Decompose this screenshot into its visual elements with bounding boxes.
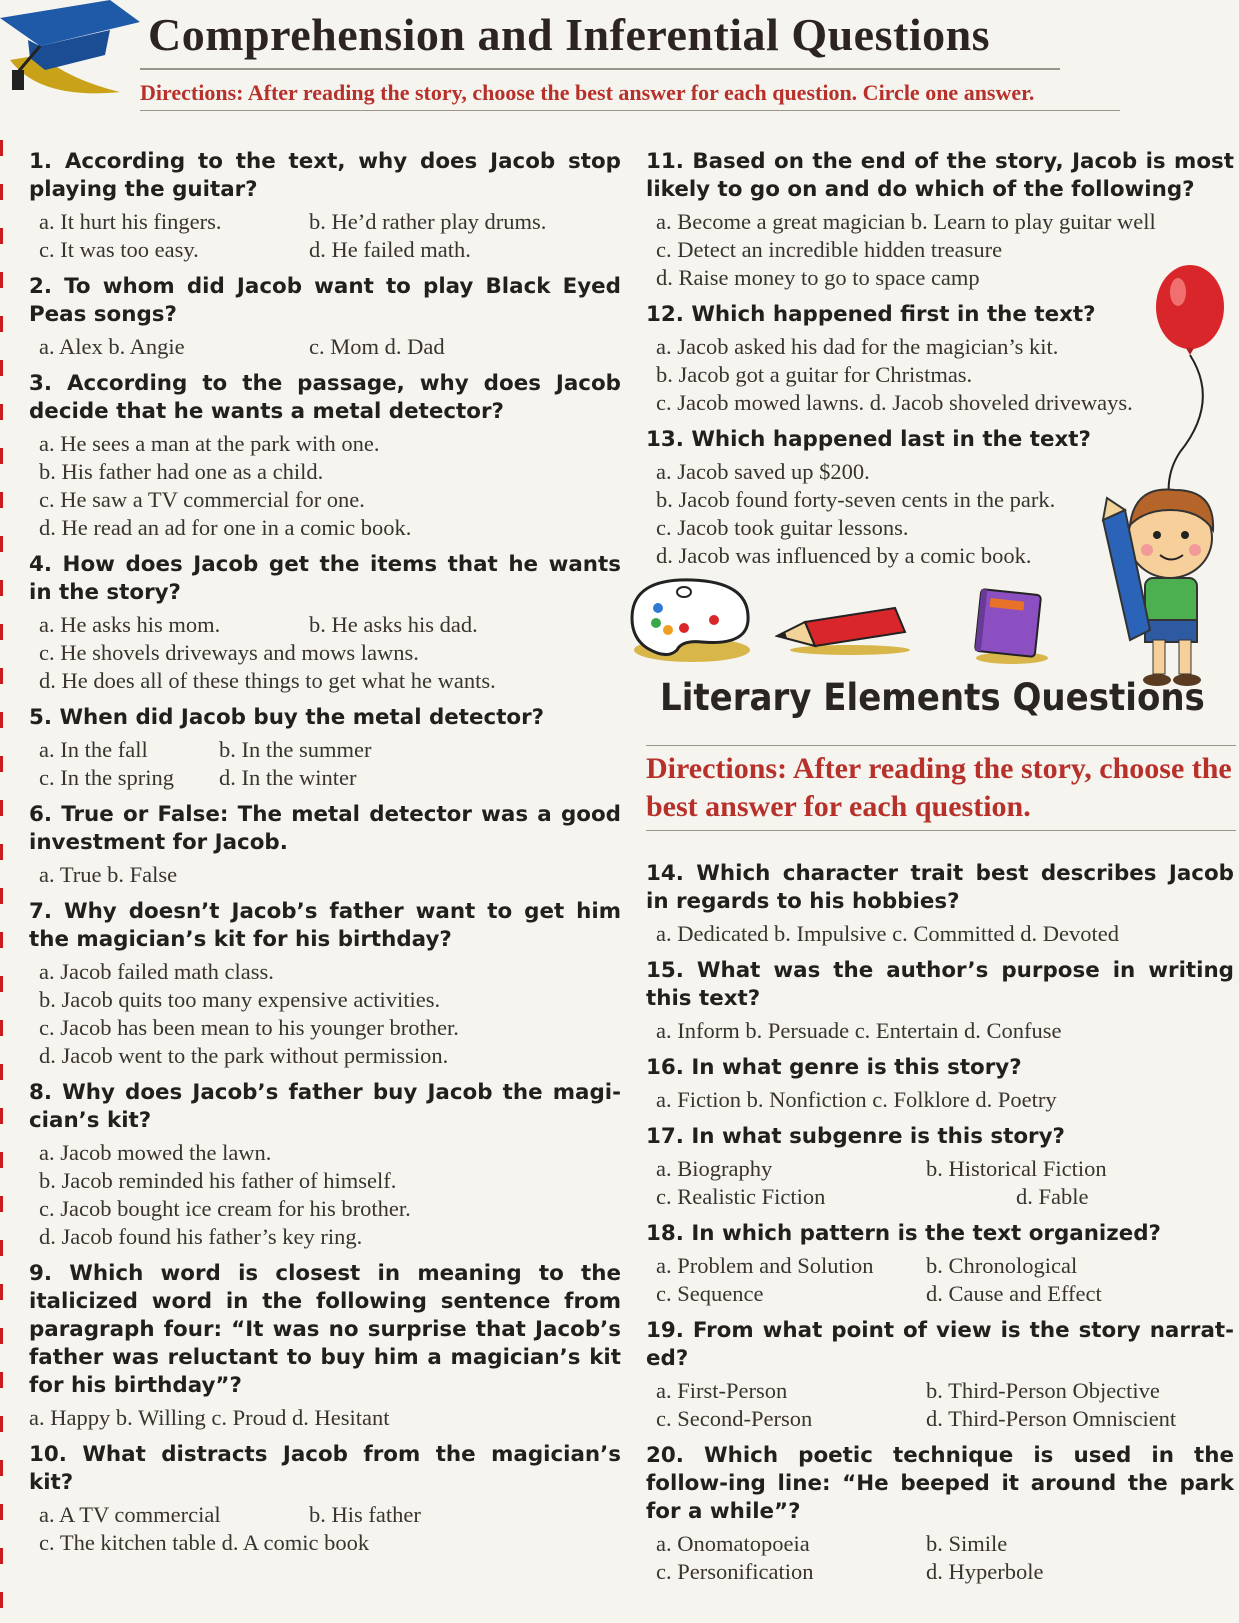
question-19: 19. From what point of view is the story narrat-ed? (646, 1318, 1234, 1371)
right-column-bottom (646, 860, 1234, 1586)
option[interactable]: d. Cause and Effect (926, 1281, 1102, 1306)
question-14-options (646, 920, 1234, 948)
option[interactable]: c. Jacob took guitar lessons. (656, 515, 909, 540)
question-7: 7. Why doesn’t Jacob’s father want to get him the magician’s kit for his birthday? (29, 899, 621, 952)
question-20-options (646, 1530, 1234, 1586)
option[interactable]: c. It was too easy. (39, 237, 199, 262)
option[interactable]: a. Alex b. Angie (39, 334, 185, 359)
option[interactable]: a. Become a great magician b. Learn to play guitar well (656, 209, 1156, 234)
option[interactable]: a. He asks his mom. (39, 612, 221, 637)
question-17: 17. In what subgenre is this story? (646, 1124, 1065, 1149)
question-11: 11. Based on the end of the story, Jacob is most likely to go on and do which of the following? (646, 149, 1234, 202)
option[interactable]: b. Chronological (926, 1253, 1078, 1278)
question-9-options (29, 1404, 621, 1432)
question-2: 2. To whom did Jacob want to play Black Eyed Peas songs? (29, 274, 621, 327)
question-10-options (29, 1501, 621, 1557)
question-16: 16. In what genre is this story? (646, 1055, 1022, 1080)
directions-divider (140, 110, 1120, 111)
option[interactable]: b. His father had one as a child. (39, 459, 324, 484)
option[interactable]: a. Biography (656, 1156, 773, 1181)
option[interactable]: d. Fable (1016, 1184, 1089, 1209)
option[interactable]: b. He’d rather play drums. (309, 209, 547, 234)
question-7-options (29, 958, 621, 1070)
option[interactable]: b. Jacob quits too many expensive activities. (39, 987, 441, 1012)
literary-directions: Directions: After reading the story, choose the best answer for each question. (646, 752, 1232, 823)
option[interactable]: c. In the spring (39, 765, 174, 790)
question-4-options (29, 611, 621, 695)
option[interactable]: d. Third-Person Omniscient (926, 1406, 1177, 1431)
option[interactable]: a. Jacob asked his dad for the magician’s kit. (656, 334, 1059, 359)
question-3-options (29, 430, 621, 542)
option[interactable]: c. Detect an incredible hidden treasure (656, 237, 1003, 262)
option[interactable]: c. Personification (656, 1559, 814, 1584)
option[interactable]: d. Hyperbole (926, 1559, 1044, 1584)
option[interactable]: a. Onomatopoeia (656, 1531, 810, 1556)
option[interactable]: b. In the summer (219, 737, 372, 762)
question-5: 5. When did Jacob buy the metal detector? (29, 705, 545, 730)
literary-divider-bottom (646, 830, 1236, 831)
option[interactable]: b. He asks his dad. (309, 612, 478, 637)
option[interactable]: d. He does all of these things to get what he wants. (39, 668, 496, 693)
option[interactable]: d. Jacob went to the park without permission. (39, 1043, 449, 1068)
question-13: 13. Which happened last in the text? (646, 427, 1091, 452)
option[interactable]: d. Jacob was influenced by a comic book. (656, 543, 1032, 568)
question-4: 4. How does Jacob get the items that he wants in the story? (29, 552, 621, 605)
option[interactable]: a. Happy b. Willing c. Proud d. Hesitant (29, 1405, 390, 1430)
question-18-options (646, 1252, 1234, 1308)
option[interactable]: a. Jacob failed math class. (39, 959, 274, 984)
left-column (29, 148, 621, 1557)
question-16-options (646, 1086, 1234, 1114)
question-8-options (29, 1139, 621, 1251)
option[interactable]: d. In the winter (219, 765, 357, 790)
question-1-options (29, 208, 621, 264)
question-12: 12. Which happened first in the text? (646, 302, 1096, 327)
option[interactable]: b. His father (309, 1502, 421, 1527)
option[interactable]: c. Sequence (656, 1281, 764, 1306)
question-3: 3. According to the passage, why does Jacob decide that he wants a metal detector? (29, 371, 621, 424)
option[interactable]: c. Mom d. Dad (309, 334, 445, 359)
question-6: 6. True or False: The metal detector was a good investment for Jacob. (29, 802, 621, 855)
option[interactable]: b. Jacob found forty-seven cents in the park. (656, 487, 1056, 512)
question-15-options (646, 1017, 1234, 1045)
question-10: 10. What distracts Jacob from the magician’s kit? (29, 1442, 621, 1495)
option[interactable]: a. Jacob mowed the lawn. (39, 1140, 272, 1165)
page-title: Comprehension and Inferential Questions (148, 9, 991, 60)
margin-decoration (0, 140, 3, 1620)
option[interactable]: a. First-Person (656, 1378, 788, 1403)
question-6-options (29, 861, 621, 889)
option[interactable]: d. Jacob found his father’s key ring. (39, 1224, 363, 1249)
option[interactable]: d. Raise money to go to space camp (656, 265, 980, 290)
literary-elements-heading: Literary Elements Questions (660, 676, 1205, 719)
option[interactable]: a. It hurt his fingers. (39, 209, 222, 234)
question-20: 20. Which poetic technique is used in the follow-ing line: “He beeped it around the park for a while”? (646, 1443, 1234, 1524)
question-18: 18. In which pattern is the text organized? (646, 1221, 1161, 1246)
option[interactable]: b. Simile (926, 1531, 1008, 1556)
option[interactable]: a. Jacob saved up $200. (656, 459, 870, 484)
pencil-icon (775, 606, 915, 656)
option[interactable]: d. He failed math. (309, 237, 471, 262)
option[interactable]: a. Dedicated b. Impulsive c. Committed d. Devoted (656, 921, 1120, 946)
option[interactable]: a. A TV commercial (39, 1502, 221, 1527)
option[interactable]: c. Jacob mowed lawns. d. Jacob shoveled driveways. (656, 390, 1133, 415)
question-15: 15. What was the author’s purpose in writing this text? (646, 958, 1234, 1011)
question-8: 8. Why does Jacob’s father buy Jacob the magi-cian’s kit? (29, 1080, 621, 1133)
option[interactable]: d. He read an ad for one in a comic book. (39, 515, 412, 540)
directions-text: Directions: After reading the story, choose the best answer for each question. Circle one answer. (140, 80, 1035, 105)
boy-with-pencil-icon (1095, 480, 1235, 690)
option[interactable]: c. Second-Person (656, 1406, 813, 1431)
option[interactable]: c. He shovels driveways and mows lawns. (39, 640, 419, 665)
option[interactable]: c. Jacob has been mean to his younger brother. (39, 1015, 459, 1040)
option[interactable]: c. Realistic Fiction (656, 1184, 826, 1209)
option[interactable]: a. Inform b. Persuade c. Entertain d. Confuse (656, 1018, 1062, 1043)
option[interactable]: c. The kitchen table d. A comic book (39, 1530, 370, 1555)
option[interactable]: c. Jacob bought ice cream for his brother. (39, 1196, 411, 1221)
question-5-options (29, 736, 621, 792)
option[interactable]: b. Jacob reminded his father of himself. (39, 1168, 397, 1193)
option[interactable]: b. Jacob got a guitar for Christmas. (656, 362, 973, 387)
question-2-options (29, 333, 621, 361)
book-icon (970, 586, 1050, 666)
question-9: 9. Which word is closest in meaning to the italicized word in the following sentence from paragraph four: “It was no surprise that Jacob’s father was reluctant to buy him a magician’s kit for his birthday”? (29, 1261, 621, 1398)
option[interactable]: a. Problem and Solution (656, 1253, 874, 1278)
option[interactable]: a. He sees a man at the park with one. (39, 431, 380, 456)
paint-palette-icon (622, 568, 762, 668)
literary-divider-top (646, 745, 1236, 746)
graduation-cap-icon (0, 0, 140, 110)
option[interactable]: c. He saw a TV commercial for one. (39, 487, 365, 512)
option[interactable]: a. True b. False (39, 862, 178, 887)
option[interactable]: a. Fiction b. Nonfiction c. Folklore d. Poetry (656, 1087, 1057, 1112)
question-19-options (646, 1377, 1234, 1433)
title-divider (140, 68, 1060, 70)
option[interactable]: b. Historical Fiction (926, 1156, 1107, 1181)
option[interactable]: b. Third-Person Objective (926, 1378, 1160, 1403)
question-14: 14. Which character trait best describes Jacob in regards to his hobbies? (646, 861, 1234, 914)
question-1: 1. According to the text, why does Jacob stop playing the guitar? (29, 149, 621, 202)
question-17-options (646, 1155, 1234, 1211)
option[interactable]: a. In the fall (39, 737, 148, 762)
